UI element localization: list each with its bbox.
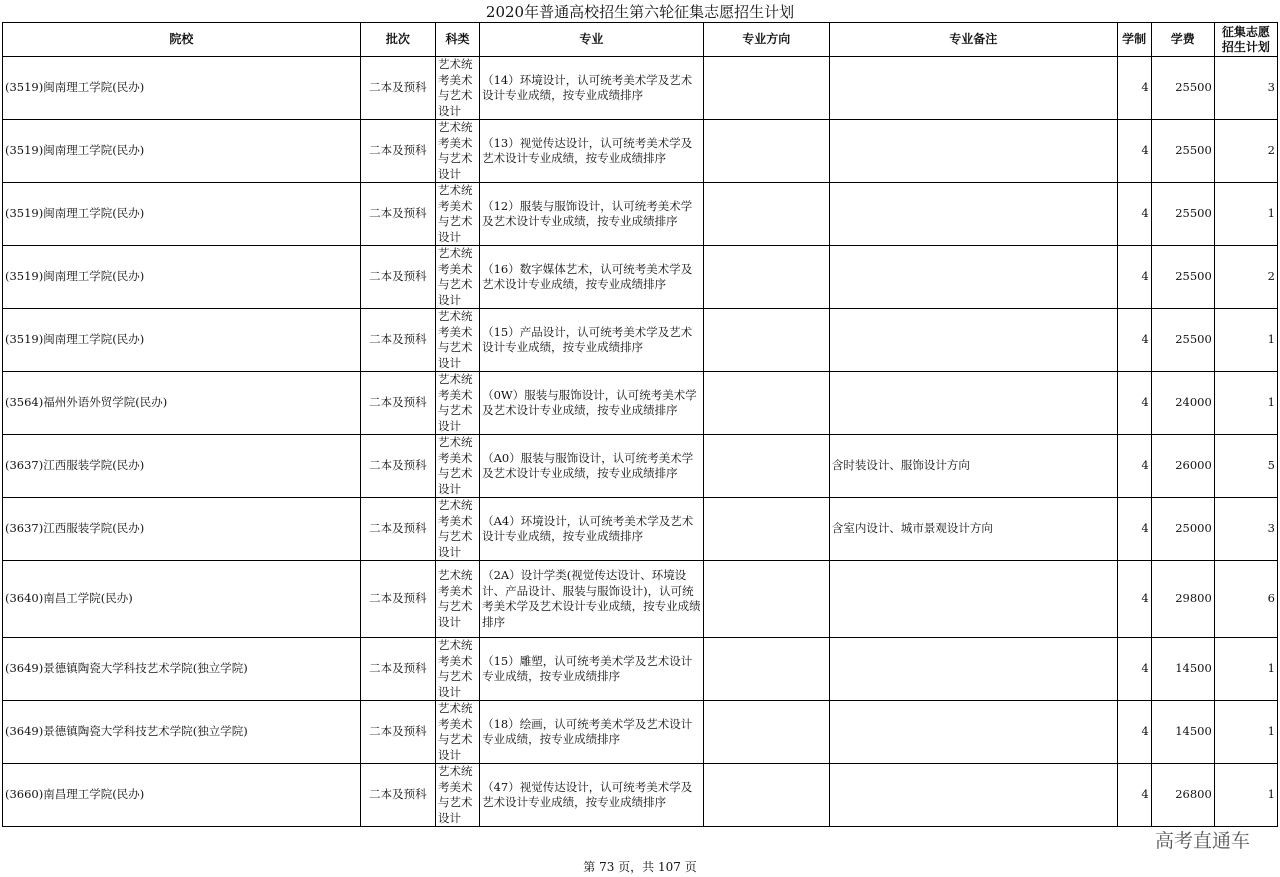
cell-category: 艺术统考美术与艺术设计 (436, 498, 480, 561)
cell-batch: 二本及预科 (360, 183, 435, 246)
cell-school: (3660)南昌理工学院(民办) (3, 764, 361, 827)
cell-fee: 26000 (1151, 435, 1214, 498)
cell-batch: 二本及预科 (360, 246, 435, 309)
cell-school: (3519)闽南理工学院(民办) (3, 183, 361, 246)
cell-direction (703, 435, 829, 498)
table-row (3, 561, 1278, 638)
cell-plan: 5 (1214, 435, 1277, 498)
cell-school: (3649)景德镇陶瓷大学科技艺术学院(独立学院) (3, 638, 361, 701)
cell-plan: 6 (1214, 561, 1277, 638)
cell-direction (703, 183, 829, 246)
cell-remark: 含室内设计、城市景观设计方向 (829, 498, 1117, 561)
cell-fee: 25500 (1151, 120, 1214, 183)
cell-major: （13）视觉传达设计，认可统考美术学及艺术设计专业成绩，按专业成绩排序 (480, 120, 704, 183)
cell-category: 艺术统考美术与艺术设计 (436, 701, 480, 764)
cell-remark (829, 638, 1117, 701)
cell-years: 4 (1117, 701, 1151, 764)
cell-remark (829, 764, 1117, 827)
header-major: 专业 (480, 23, 704, 57)
table-row (3, 120, 1278, 183)
cell-batch: 二本及预科 (360, 309, 435, 372)
table-row (3, 372, 1278, 435)
cell-school: (3564)福州外语外贸学院(民办) (3, 372, 361, 435)
cell-remark (829, 57, 1117, 120)
header-years: 学制 (1117, 23, 1151, 57)
cell-direction (703, 120, 829, 183)
cell-remark (829, 120, 1117, 183)
cell-category: 艺术统考美术与艺术设计 (436, 57, 480, 120)
cell-fee: 25000 (1151, 498, 1214, 561)
cell-school: (3519)闽南理工学院(民办) (3, 57, 361, 120)
enrollment-plan-table (2, 22, 1278, 827)
cell-years: 4 (1117, 120, 1151, 183)
cell-direction (703, 764, 829, 827)
cell-plan: 1 (1214, 183, 1277, 246)
cell-years: 4 (1117, 638, 1151, 701)
cell-batch: 二本及预科 (360, 435, 435, 498)
cell-category: 艺术统考美术与艺术设计 (436, 120, 480, 183)
cell-batch: 二本及预科 (360, 764, 435, 827)
cell-fee: 25500 (1151, 57, 1214, 120)
cell-major: （16）数字媒体艺术，认可统考美术学及艺术设计专业成绩，按专业成绩排序 (480, 246, 704, 309)
cell-major: （14）环境设计，认可统考美术学及艺术设计专业成绩，按专业成绩排序 (480, 57, 704, 120)
cell-plan: 1 (1214, 701, 1277, 764)
cell-plan: 2 (1214, 246, 1277, 309)
cell-direction (703, 701, 829, 764)
cell-fee: 25500 (1151, 246, 1214, 309)
cell-plan: 1 (1214, 309, 1277, 372)
cell-school: (3519)闽南理工学院(民办) (3, 246, 361, 309)
cell-plan: 1 (1214, 764, 1277, 827)
cell-years: 4 (1117, 764, 1151, 827)
cell-school: (3640)南昌工学院(民办) (3, 561, 361, 638)
cell-years: 4 (1117, 246, 1151, 309)
cell-remark (829, 372, 1117, 435)
header-category: 科类 (436, 23, 480, 57)
cell-direction (703, 638, 829, 701)
table-row (3, 57, 1278, 120)
cell-batch: 二本及预科 (360, 638, 435, 701)
cell-fee: 29800 (1151, 561, 1214, 638)
cell-plan: 1 (1214, 638, 1277, 701)
header-school: 院校 (3, 23, 361, 57)
cell-major: （18）绘画，认可统考美术学及艺术设计专业成绩，按专业成绩排序 (480, 701, 704, 764)
cell-school: (3519)闽南理工学院(民办) (3, 309, 361, 372)
cell-years: 4 (1117, 435, 1151, 498)
watermark-text: 高考直通车 (1154, 830, 1250, 852)
table-row (3, 183, 1278, 246)
cell-major: （15）产品设计，认可统考美术学及艺术设计专业成绩，按专业成绩排序 (480, 309, 704, 372)
cell-batch: 二本及预科 (360, 561, 435, 638)
cell-years: 4 (1117, 372, 1151, 435)
cell-plan: 1 (1214, 372, 1277, 435)
table-row (3, 498, 1278, 561)
header-remark: 专业备注 (829, 23, 1117, 57)
cell-batch: 二本及预科 (360, 57, 435, 120)
page-title: 2020年普通高校招生第六轮征集志愿招生计划 (485, 3, 795, 21)
cell-remark (829, 701, 1117, 764)
cell-direction (703, 372, 829, 435)
cell-fee: 25500 (1151, 309, 1214, 372)
table-row (3, 435, 1278, 498)
header-direction: 专业方向 (703, 23, 829, 57)
cell-remark (829, 309, 1117, 372)
cell-batch: 二本及预科 (360, 498, 435, 561)
cell-category: 艺术统考美术与艺术设计 (436, 638, 480, 701)
cell-plan: 3 (1214, 57, 1277, 120)
cell-direction (703, 561, 829, 638)
table-row (3, 638, 1278, 701)
cell-remark (829, 561, 1117, 638)
cell-years: 4 (1117, 57, 1151, 120)
cell-major: （A4）环境设计，认可统考美术学及艺术设计专业成绩，按专业成绩排序 (480, 498, 704, 561)
cell-plan: 2 (1214, 120, 1277, 183)
cell-major: （A0）服装与服饰设计，认可统考美术学及艺术设计专业成绩，按专业成绩排序 (480, 435, 704, 498)
cell-fee: 14500 (1151, 638, 1214, 701)
cell-fee: 25500 (1151, 183, 1214, 246)
cell-fee: 14500 (1151, 701, 1214, 764)
cell-remark (829, 246, 1117, 309)
cell-major: （15）雕塑，认可统考美术学及艺术设计专业成绩，按专业成绩排序 (480, 638, 704, 701)
cell-category: 艺术统考美术与艺术设计 (436, 246, 480, 309)
cell-direction (703, 246, 829, 309)
cell-years: 4 (1117, 309, 1151, 372)
table-row (3, 701, 1278, 764)
cell-major: （2A）设计学类(视觉传达设计、环境设计、产品设计、服装与服饰设计)，认可统考美术学及艺术设计专业成绩，按专业成绩排序 (480, 561, 704, 638)
cell-major: （0W）服装与服饰设计，认可统考美术学及艺术设计专业成绩，按专业成绩排序 (480, 372, 704, 435)
cell-remark: 含时装设计、服饰设计方向 (829, 435, 1117, 498)
cell-direction (703, 498, 829, 561)
cell-category: 艺术统考美术与艺术设计 (436, 183, 480, 246)
header-plan: 征集志愿招生计划 (1214, 23, 1277, 57)
table-row (3, 309, 1278, 372)
cell-school: (3649)景德镇陶瓷大学科技艺术学院(独立学院) (3, 701, 361, 764)
cell-category: 艺术统考美术与艺术设计 (436, 372, 480, 435)
cell-batch: 二本及预科 (360, 120, 435, 183)
table-row (3, 764, 1278, 827)
cell-years: 4 (1117, 183, 1151, 246)
cell-category: 艺术统考美术与艺术设计 (436, 435, 480, 498)
cell-fee: 26800 (1151, 764, 1214, 827)
cell-years: 4 (1117, 498, 1151, 561)
cell-category: 艺术统考美术与艺术设计 (436, 764, 480, 827)
table-header-row (3, 23, 1278, 57)
cell-remark (829, 183, 1117, 246)
cell-plan: 3 (1214, 498, 1277, 561)
cell-batch: 二本及预科 (360, 372, 435, 435)
cell-batch: 二本及预科 (360, 701, 435, 764)
table-row (3, 246, 1278, 309)
cell-school: (3637)江西服装学院(民办) (3, 498, 361, 561)
cell-major: （12）服装与服饰设计，认可统考美术学及艺术设计专业成绩，按专业成绩排序 (480, 183, 704, 246)
cell-major: （47）视觉传达设计，认可统考美术学及艺术设计专业成绩，按专业成绩排序 (480, 764, 704, 827)
cell-direction (703, 57, 829, 120)
cell-years: 4 (1117, 561, 1151, 638)
cell-fee: 24000 (1151, 372, 1214, 435)
page-footer: 第 73 页，共 107 页 (583, 860, 697, 874)
cell-school: (3637)江西服装学院(民办) (3, 435, 361, 498)
cell-category: 艺术统考美术与艺术设计 (436, 309, 480, 372)
cell-school: (3519)闽南理工学院(民办) (3, 120, 361, 183)
header-fee: 学费 (1151, 23, 1214, 57)
cell-category: 艺术统考美术与艺术设计 (436, 561, 480, 638)
cell-direction (703, 309, 829, 372)
header-batch: 批次 (360, 23, 435, 57)
